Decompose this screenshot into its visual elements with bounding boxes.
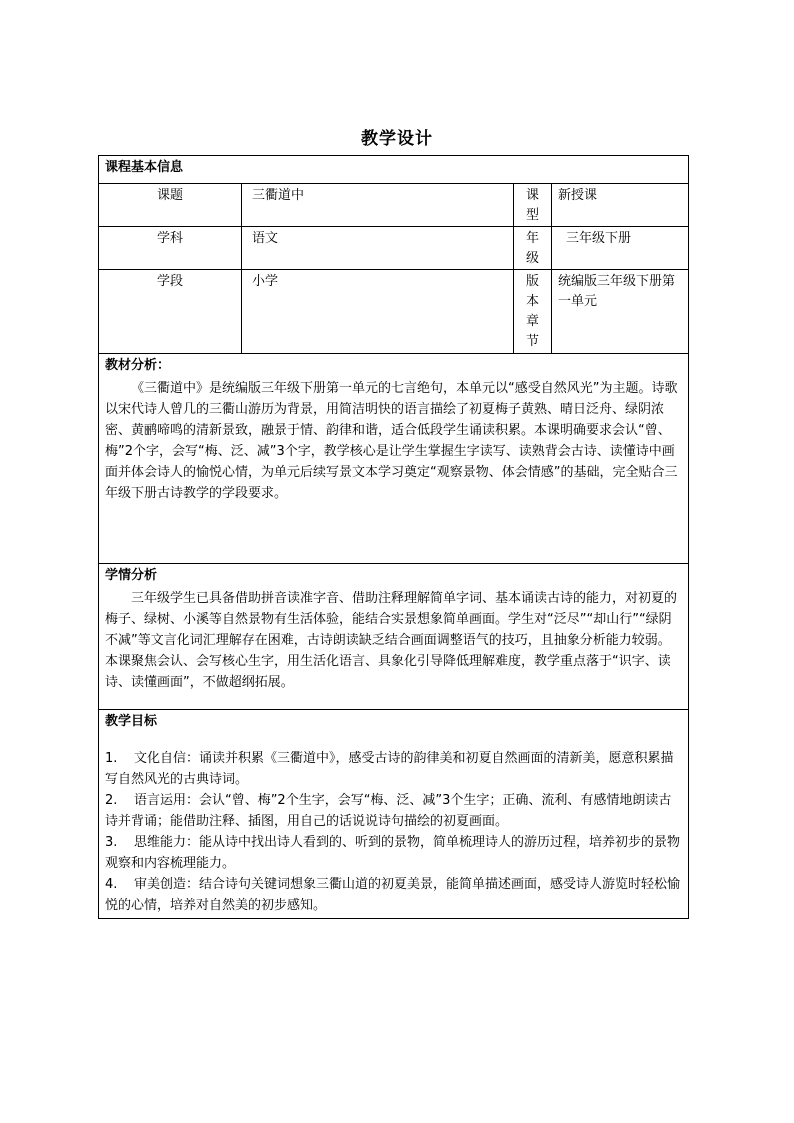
topic-label: 课题 — [156, 188, 183, 203]
stage-value: 小学 — [252, 274, 279, 289]
page-title: 教学设计 — [361, 129, 433, 149]
edition-label-cell — [514, 270, 552, 354]
grade-label-char: 级 — [525, 251, 539, 266]
edition-label-char: 章 — [525, 314, 539, 329]
topic-label-cell — [99, 184, 242, 227]
edition-label-char: 节 — [525, 334, 539, 349]
learner-analysis-header: 学情分析 — [105, 568, 158, 583]
objective-number: 1. — [105, 751, 118, 766]
edition-label-char: 版 — [525, 274, 539, 289]
textbook-analysis-text: 《三衢道中》是统编版三年级下册第一单元的七言绝句，本单元以“感受自然风光”为主题。诗歌以宋代诗人曾几的三衢山游历为背景，用简洁明快的语言描绘了初夏梅子黄熟、晴日泛舟、绿阴浓密、黄鹂啼鸣的清新景致，融景于情、韵律和谐，适合低段学生诵读积累。本课明确要求会认“曾、梅”2个字，会写“梅、泛、减”3个字，教学核心是让学生掌握生字读写、读熟背会古诗、读懂诗中画面并体会诗人的愉悦心情，为单元后续写景文本学习奠定“观察景物、体会情感”的基础，完全贴合三年级下册古诗教学的学段要求。 — [105, 381, 678, 501]
lesson-type-value: 新授课 — [558, 188, 598, 203]
stage-label-cell — [99, 270, 242, 354]
grade-label-cell — [514, 227, 552, 270]
basic-info-header-cell — [99, 156, 689, 184]
edition-value: 统编版三年级下册第一单元 — [558, 274, 676, 309]
lesson-type-label-char: 课 — [525, 188, 539, 203]
lesson-design-table — [98, 155, 689, 919]
objective-title: 语言运用： — [133, 793, 199, 808]
objective-number: 2. — [105, 793, 118, 808]
subject-value: 语文 — [252, 231, 279, 246]
objective-text: 结合诗句关键词想象三衢山道的初夏美景，能简单描述画面，感受诗人游览时轻松愉悦的心情，培养对自然美的初步感知。 — [105, 877, 680, 913]
objective-item — [105, 748, 682, 790]
objective-text: 会认“曾、梅”2个生字，会写“梅、泛、减”3个生字；正确、流利、有感情地朗读古诗并背诵；能借助注释、插图，用自己的话说说诗句描绘的初夏画面。 — [105, 793, 672, 829]
objective-item — [105, 832, 682, 874]
objective-title: 思维能力： — [133, 835, 199, 850]
edition-label-char: 本 — [525, 294, 539, 309]
objective-item — [105, 874, 682, 916]
objective-text: 诵读并积累《三衢道中》，感受古诗的韵律美和初夏自然画面的清新美，愿意积累描写自然风光的古典诗词。 — [105, 751, 674, 787]
learner-analysis-text: 三年级学生已具备借助拼音读准字音、借助注释理解简单字词、基本诵读古诗的能力，对初夏的梅子、绿树、小溪等自然景物有生活体验，能结合实景想象简单画面。学生对“泛尽”“却山行”“绿阴不减”等文言化词汇理解存在困难，古诗朗读缺乏结合画面调整语气的技巧，且抽象分析能力较弱。本课聚焦会认、会写核心生字，用生活化语言、具象化引导降低理解难度，教学重点落于“识字、读诗、读懂画面”，不做超纲拓展。 — [105, 591, 678, 690]
subject-value-cell — [242, 227, 514, 270]
lesson-type-label-cell — [514, 184, 552, 227]
topic-value: 三衢道中 — [252, 188, 305, 203]
edition-value-cell — [552, 270, 689, 354]
objective-text: 能从诗中找出诗人看到的、听到的景物，简单梳理诗人的游历过程，培养初步的景物观察和内容梳理能力。 — [105, 835, 680, 871]
objectives-header: 教学目标 — [105, 714, 158, 729]
grade-value-cell — [552, 227, 689, 270]
objectives-list — [99, 734, 688, 918]
textbook-analysis-header: 教材分析： — [105, 358, 171, 373]
objective-title: 文化自信： — [133, 751, 199, 766]
grade-label-char: 年 — [525, 231, 539, 246]
objective-title: 审美创造： — [133, 877, 199, 892]
subject-label: 学科 — [156, 231, 183, 246]
subject-label-cell — [99, 227, 242, 270]
objective-number: 4. — [105, 877, 118, 892]
stage-value-cell — [242, 270, 514, 354]
lesson-type-value-cell — [552, 184, 689, 227]
topic-value-cell — [242, 184, 514, 227]
basic-info-header: 课程基本信息 — [105, 160, 184, 175]
objective-item — [105, 790, 682, 832]
stage-label: 学段 — [156, 274, 183, 289]
objectives-cell — [99, 710, 689, 919]
objective-number: 3. — [105, 835, 118, 850]
learner-analysis-cell — [99, 564, 689, 710]
textbook-analysis-cell — [99, 354, 689, 564]
grade-value: 三年级下册 — [566, 231, 632, 246]
lesson-type-label-char: 型 — [525, 208, 539, 223]
